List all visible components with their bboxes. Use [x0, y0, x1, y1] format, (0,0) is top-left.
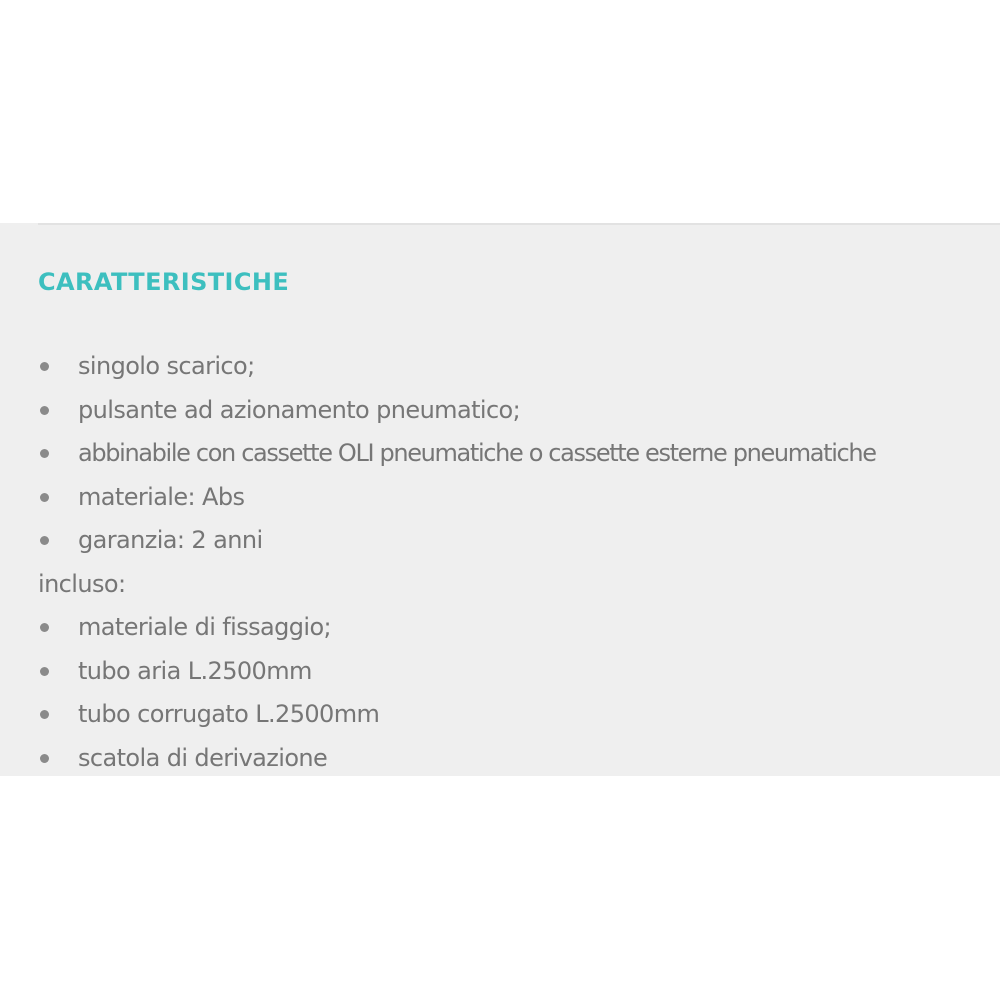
included-label: incluso: — [38, 569, 126, 598]
included-list — [38, 606, 988, 780]
included-text: materiale di fissaggio; — [78, 613, 332, 641]
bullet-icon — [40, 406, 49, 415]
feature-text: materiale: Abs — [78, 482, 245, 511]
bullet-icon — [40, 362, 49, 371]
feature-text: garanzia: 2 anni — [78, 526, 263, 554]
bullet-icon — [40, 536, 49, 545]
included-list-item — [38, 693, 988, 737]
included-list-item — [38, 650, 988, 694]
feature-text: pulsante ad azionamento pneumatico; — [78, 395, 521, 424]
features-panel — [0, 223, 1000, 776]
included-list-item — [38, 606, 988, 650]
included-list-item — [38, 737, 988, 781]
bullet-icon — [40, 754, 49, 763]
features-content — [38, 345, 988, 780]
bullet-icon — [40, 623, 49, 632]
feature-list-item — [38, 345, 988, 389]
feature-text: abbinabile con cassette OLI pneumatiche o cassette esterne pneumatiche — [78, 439, 876, 467]
features-list — [38, 345, 988, 563]
section-title: CARATTERISTICHE — [38, 268, 290, 296]
bullet-icon — [40, 449, 49, 458]
included-text: scatola di derivazione — [78, 743, 328, 772]
feature-list-item — [38, 389, 988, 433]
top-divider — [38, 223, 1000, 225]
included-text: tubo aria L.2500mm — [78, 656, 312, 685]
feature-list-item — [38, 519, 988, 563]
bullet-icon — [40, 710, 49, 719]
bullet-icon — [40, 493, 49, 502]
feature-list-item — [38, 432, 988, 476]
included-text: tubo corrugato L.2500mm — [78, 700, 380, 728]
feature-text: singolo scarico; — [78, 352, 255, 380]
bullet-icon — [40, 667, 49, 676]
feature-list-item — [38, 476, 988, 520]
